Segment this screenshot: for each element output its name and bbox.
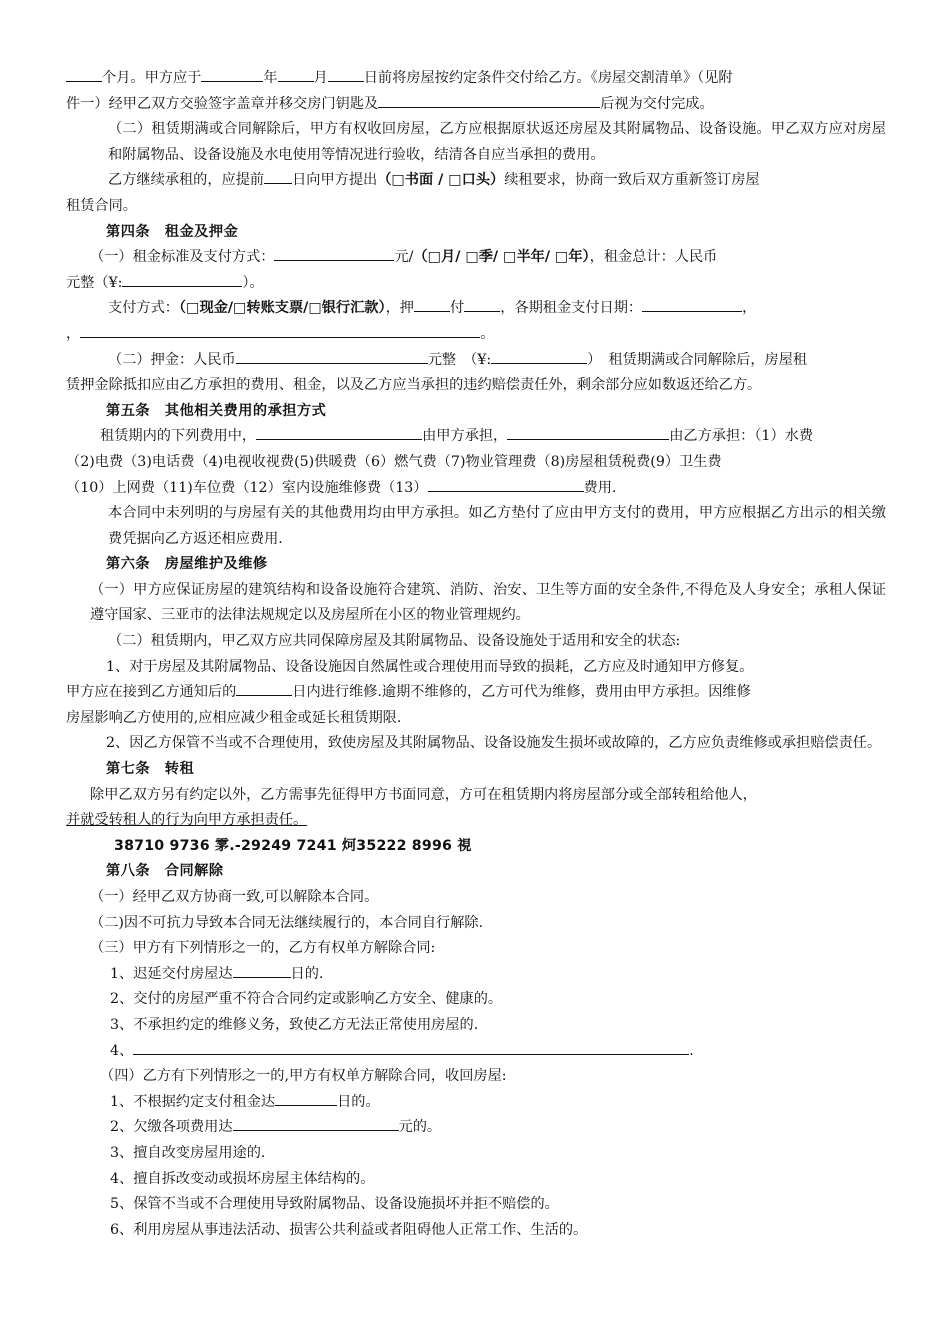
fees-line-3: （10）上网费（11)车位费（12）室内设施维修费（13） 费用. bbox=[66, 476, 886, 502]
tenant-breach-3: 3、擅自改变房屋用途的. bbox=[110, 1144, 266, 1161]
stray-text-line: 38710 9736 雺.-29249 7241 炣35222 8996 視 bbox=[114, 837, 472, 854]
rent-period-options[interactable]: （□月/ □季/ □半年/ □年） bbox=[413, 249, 590, 266]
blank-tenant-fees[interactable] bbox=[507, 424, 669, 440]
blank-pay-dates[interactable] bbox=[642, 296, 742, 312]
termination-item-1: （一）经甲乙双方协商一致,可以解除本合同。 bbox=[90, 889, 379, 905]
blank-pay-dates-cont[interactable] bbox=[80, 322, 480, 338]
deposit-line-2: 赁押金除抵扣应由乙方承担的费用、租金，以及乙方应当承担的违约赔偿责任外，剩余部分应如数返还给乙方。 bbox=[66, 377, 762, 394]
fees-line-1: 租赁期内的下列费用中， 由甲方承担， 由乙方承担：（1）水费 bbox=[66, 424, 886, 450]
termination-item-2: （二)因不可抗力导致本合同无法继续履行的，本合同自行解除. bbox=[90, 914, 484, 931]
blank-delivery-items[interactable] bbox=[378, 92, 600, 108]
blank-other-landlord-breach[interactable] bbox=[133, 1039, 689, 1055]
landlord-breach-4: 4、 . bbox=[66, 1039, 886, 1065]
return-paragraph: （二）租赁期满或合同解除后，甲方有权收回房屋，乙方应根据原状返还房屋及其附属物品、设备设施。甲乙双方应对房屋和附属物品、设备设施及水电使用等情况进行验收，结清各自应当承担的费用。 bbox=[108, 121, 886, 163]
blank-renewal-days[interactable] bbox=[264, 168, 292, 184]
landlord-breach-3: 3、不承担约定的维修义务，致使乙方无法正常使用房屋的. bbox=[110, 1016, 479, 1033]
tenant-breach-6: 6、利用房屋从事违法活动、损害公共利益或者阻碍他人正常工作、生活的。 bbox=[110, 1221, 588, 1238]
blank-pay-months[interactable] bbox=[464, 296, 500, 312]
blank-year[interactable] bbox=[201, 66, 263, 82]
termination-item-4: （四）乙方有下列情形之一的,甲方有权单方解除合同，收回房屋: bbox=[100, 1068, 507, 1085]
renewal-line: 乙方继续承租的，应提前 日向甲方提出（□书面 / □口头）续租要求，协商一致后双方重新签订房屋 bbox=[66, 168, 886, 194]
fees-line-2: （2)电费（3)电话费（4)电视收视费(5)供暖费（6）燃气费（7)物业管理费（8)房屋租赁税费(9）卫生费 bbox=[66, 453, 722, 470]
blank-months[interactable] bbox=[66, 66, 102, 82]
blank-deposit-amount[interactable] bbox=[236, 348, 428, 364]
contract-page bbox=[66, 66, 886, 1243]
delivery-line-2: 件一）经甲乙双方交验签字盖章并移交房门钥匙及 后视为交付完成。 bbox=[66, 92, 886, 118]
article-7-heading: 第七条 转租 bbox=[106, 761, 195, 778]
tenant-breach-2: 2、欠缴各项费用达 元的。 bbox=[66, 1115, 886, 1141]
delivery-line-1: 个月。甲方应于 年 月 日前将房屋按约定条件交付给乙方。《房屋交割清单》（见附 bbox=[66, 66, 886, 92]
maintenance-item-1-end: 房屋影响乙方使用的,应相应减少租金或延长租赁期限. bbox=[66, 709, 402, 726]
article-6-heading: 第六条 房屋维护及维修 bbox=[106, 556, 268, 573]
payment-dates-line: ， 。 bbox=[66, 322, 886, 348]
blank-deposit-months[interactable] bbox=[414, 296, 450, 312]
blank-deposit-figure[interactable] bbox=[491, 348, 587, 364]
deposit-line: （二）押金：人民币 元整 （¥: ） 租赁期满或合同解除后，房屋租 bbox=[66, 348, 886, 374]
rent-standard-line: （一）租金标准及支付方式： 元/（□月/ □季/ □半年/ □年），租金总计：人民币 bbox=[66, 245, 886, 271]
maintenance-paragraph-2: （二）租赁期内，甲乙双方应共同保障房屋及其附属物品、设备设施处于适用和安全的状态: bbox=[108, 633, 681, 650]
article-4-heading: 第四条 租金及押金 bbox=[106, 223, 239, 240]
rent-total-line: 元整（¥: ）。 bbox=[66, 271, 886, 297]
article-8-heading: 第八条 合同解除 bbox=[106, 863, 224, 880]
landlord-breach-2: 2、交付的房屋严重不符合合同约定或影响乙方安全、健康的。 bbox=[110, 991, 503, 1008]
blank-day[interactable] bbox=[328, 66, 364, 82]
maintenance-item-2: 2、因乙方保管不当或不合理使用，致使房屋及其附属物品、设备设施发生损坏或故障的，乙方应负责维修或承担赔偿责任。 bbox=[106, 735, 882, 752]
tenant-breach-1: 1、不根据约定支付租金达 日的。 bbox=[66, 1090, 886, 1116]
blank-landlord-fees[interactable] bbox=[256, 424, 422, 440]
sublease-line-2: 并就受转租人的行为向甲方承担责任。 bbox=[66, 812, 308, 829]
tenant-breach-5: 5、保管不当或不合理使用导致附属物品、设备设施损坏并拒不赔偿的。 bbox=[110, 1196, 559, 1213]
maintenance-item-1: 1、对于房屋及其附属物品、设备设施因自然属性或合理使用而导致的损耗，乙方应及时通知甲方修复。 bbox=[106, 658, 754, 675]
sublease-line-1: 除甲乙双方另有约定以外，乙方需事先征得甲方书面同意，方可在租赁期内将房屋部分或全部转租给他人， bbox=[90, 786, 757, 803]
termination-item-3: （三）甲方有下列情形之一的，乙方有权单方解除合同: bbox=[90, 940, 436, 957]
article-5-heading: 第五条 其他相关费用的承担方式 bbox=[106, 402, 327, 419]
renewal-method-options[interactable]: （□书面 / □口头） bbox=[377, 172, 505, 189]
blank-other-fee[interactable] bbox=[428, 476, 584, 492]
blank-repair-days[interactable] bbox=[236, 680, 292, 696]
maintenance-item-1-cont: 甲方应在接到乙方通知后的 日内进行维修.逾期不维修的，乙方可代为维修，费用由甲方承担。因维修 bbox=[66, 680, 886, 706]
payment-method-options[interactable]: （□现金/□转账支票/□银行汇款） bbox=[178, 300, 386, 317]
payment-method-line: 支付方式：（□现金/□转账支票/□银行汇款），押 付 ，各期租金支付日期： ， bbox=[66, 296, 886, 322]
maintenance-paragraph-1: （一）甲方应保证房屋的建筑结构和设备设施符合建筑、消防、治安、卫生等方面的安全条件,不得危及人身安全；承租人保证遵守国家、三亚市的法律法规规定以及房屋所在小区的物业管理规约。 bbox=[90, 581, 886, 624]
tenant-breach-4: 4、擅自拆改变动或损坏房屋主体结构的。 bbox=[110, 1170, 375, 1187]
blank-month[interactable] bbox=[278, 66, 314, 82]
renewal-line-2: 租赁合同。 bbox=[66, 197, 137, 214]
blank-rent-total[interactable] bbox=[122, 271, 242, 287]
blank-rent-amount[interactable] bbox=[274, 245, 394, 261]
blank-delay-days[interactable] bbox=[233, 962, 291, 978]
blank-rent-overdue-days[interactable] bbox=[275, 1090, 337, 1106]
landlord-breach-1: 1、迟延交付房屋达 日的. bbox=[66, 962, 886, 988]
unlisted-fees-paragraph: 本合同中未列明的与房屋有关的其他费用均由甲方承担。如乙方垫付了应由甲方支付的费用，甲方应根据乙方出示的相关缴费凭据向乙方返还相应费用. bbox=[108, 505, 886, 547]
blank-unpaid-fees[interactable] bbox=[233, 1115, 399, 1131]
